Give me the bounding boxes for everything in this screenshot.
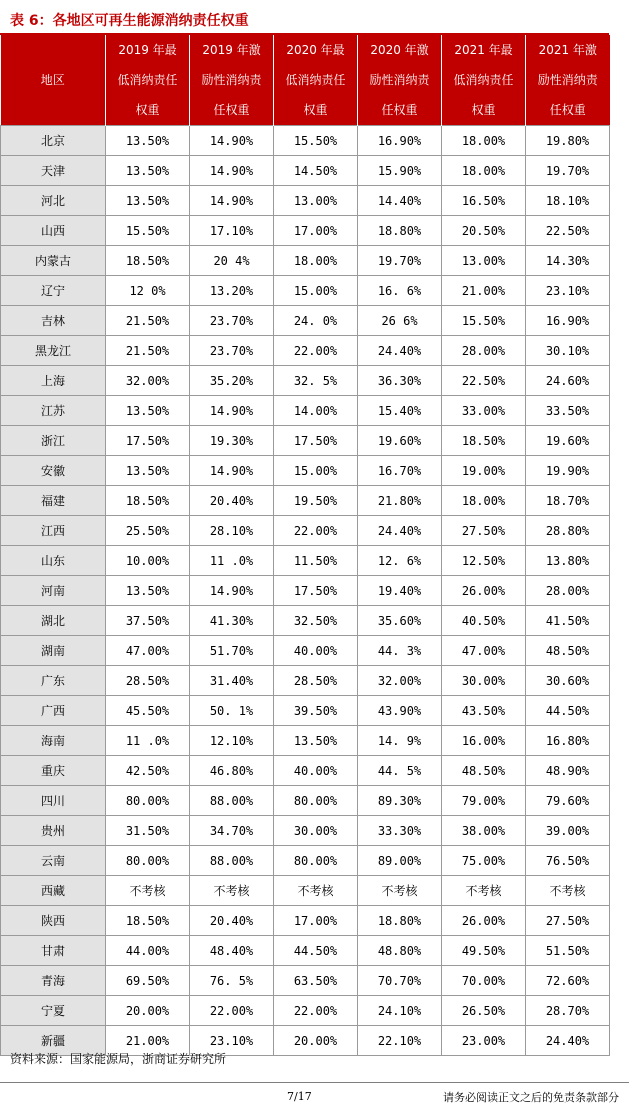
weight-cell: 40.00% [274,756,358,786]
weight-cell: 13.50% [106,186,190,216]
weight-cell: 22.00% [274,996,358,1026]
weight-cell: 44.50% [274,936,358,966]
weight-cell: 22.50% [442,366,526,396]
weight-cell: 41.30% [190,606,274,636]
weight-cell: 13.00% [274,186,358,216]
table-row [1,366,610,396]
region-cell: 浙江 [1,426,106,456]
disclaimer-text: 请务必阅读正文之后的免责条款部分 [443,1091,619,1104]
weight-cell: 14.90% [190,126,274,156]
weight-cell: 32.00% [358,666,442,696]
table-row [1,966,610,996]
table-row [1,576,610,606]
weight-cell: 21.80% [358,486,442,516]
region-cell: 北京 [1,126,106,156]
weight-cell: 17.00% [274,216,358,246]
weight-cell: 70.00% [442,966,526,996]
weight-cell: 18.50% [442,426,526,456]
weight-cell: 30.10% [526,336,610,366]
weight-cell: 13.50% [106,396,190,426]
weight-cell: 14.40% [358,186,442,216]
weight-cell: 12 0% [106,276,190,306]
weight-cell: 48.50% [442,756,526,786]
weight-cell: 40.00% [274,636,358,666]
weight-cell: 44.50% [526,696,610,726]
weight-cell: 34.70% [190,816,274,846]
region-cell: 福建 [1,486,106,516]
region-cell: 河北 [1,186,106,216]
weight-cell: 13.20% [190,276,274,306]
weight-cell: 26 6% [358,306,442,336]
region-cell: 广东 [1,666,106,696]
weight-cell: 21.00% [106,1026,190,1056]
weight-cell: 28.00% [526,576,610,606]
weight-cell: 13.80% [526,546,610,576]
weight-cell: 24. 0% [274,306,358,336]
weight-cell: 44. 3% [358,636,442,666]
weight-cell: 46.80% [190,756,274,786]
region-cell: 宁夏 [1,996,106,1026]
region-cell: 山东 [1,546,106,576]
table-title: 表 6：各地区可再生能源消纳责任权重 [10,13,249,29]
weight-cell: 13.50% [274,726,358,756]
header-line: 2021 年激 [538,43,597,57]
weight-cell: 80.00% [274,786,358,816]
region-cell: 江苏 [1,396,106,426]
weight-cell: 33.50% [526,396,610,426]
weight-cell: 47.00% [442,636,526,666]
weight-cell: 21.50% [106,336,190,366]
weight-cell: 48.80% [358,936,442,966]
weight-cell: 20.00% [274,1026,358,1056]
weight-cell: 26.00% [442,906,526,936]
region-cell: 青海 [1,966,106,996]
weight-cell: 24.60% [526,366,610,396]
weight-cell: 17.00% [274,906,358,936]
weight-cell: 31.40% [190,666,274,696]
region-cell: 广西 [1,696,106,726]
weight-cell: 18.00% [442,486,526,516]
weight-cell: 32.50% [274,606,358,636]
region-cell: 新疆 [1,1026,106,1056]
weight-cell: 28.10% [190,516,274,546]
weight-cell: 17.50% [106,426,190,456]
region-cell: 贵州 [1,816,106,846]
weight-cell: 32. 5% [274,366,358,396]
region-cell: 湖北 [1,606,106,636]
weight-cell: 15.50% [274,126,358,156]
weight-cell: 26.50% [442,996,526,1026]
weight-cell: 70.70% [358,966,442,996]
weight-cell: 20 4% [190,246,274,276]
region-cell: 陕西 [1,906,106,936]
weight-cell: 16.00% [442,726,526,756]
weight-cell: 23.00% [442,1026,526,1056]
header-col-1 [106,35,190,126]
weight-cell: 18.80% [358,906,442,936]
weight-cell: 43.90% [358,696,442,726]
weight-cell: 33.30% [358,816,442,846]
weight-cell: 不考核 [274,876,358,906]
table-row [1,816,610,846]
table-row [1,726,610,756]
weight-cell: 76. 5% [190,966,274,996]
table-row [1,756,610,786]
weight-cell: 11.50% [274,546,358,576]
weight-cell: 28.80% [526,516,610,546]
weight-cell: 79.00% [442,786,526,816]
weight-cell: 19.70% [358,246,442,276]
weight-cell: 21.50% [106,306,190,336]
weight-cell: 19.50% [274,486,358,516]
header-line: 低消纳责任 [285,73,346,87]
weight-cell: 19.80% [526,126,610,156]
weight-cell: 48.40% [190,936,274,966]
weight-cell: 不考核 [442,876,526,906]
weight-cell: 14.90% [190,396,274,426]
region-cell: 吉林 [1,306,106,336]
region-cell: 辽宁 [1,276,106,306]
table-row [1,906,610,936]
weight-cell: 14. 9% [358,726,442,756]
weight-cell: 14.30% [526,246,610,276]
weight-cell: 不考核 [358,876,442,906]
header-line: 任权重 [549,103,586,117]
weight-cell: 17.50% [274,426,358,456]
weight-cell: 20.00% [106,996,190,1026]
weight-cell: 14.90% [190,456,274,486]
weight-cell: 18.50% [106,246,190,276]
weight-cell: 23.70% [190,306,274,336]
weight-cell: 49.50% [442,936,526,966]
weight-cell: 79.60% [526,786,610,816]
weight-cell: 19.60% [526,426,610,456]
header-line: 励性消纳责 [201,73,262,87]
table-row [1,246,610,276]
weight-cell: 23.10% [526,276,610,306]
weight-cell: 不考核 [190,876,274,906]
weight-cell: 80.00% [106,846,190,876]
weight-cell: 63.50% [274,966,358,996]
weight-cell: 39.00% [526,816,610,846]
table-row [1,606,610,636]
table-row [1,786,610,816]
weight-cell: 22.50% [526,216,610,246]
header-line: 权重 [135,103,160,117]
weight-cell: 16.80% [526,726,610,756]
header-row [1,35,610,126]
table-header [1,35,610,126]
weight-cell: 14.90% [190,156,274,186]
table-row [1,486,610,516]
header-line: 任权重 [381,103,418,117]
weight-cell: 44.00% [106,936,190,966]
weight-cell: 19.30% [190,426,274,456]
weight-cell: 16. 6% [358,276,442,306]
weight-cell: 14.90% [190,186,274,216]
weight-cell: 19.70% [526,156,610,186]
weight-cell: 28.70% [526,996,610,1026]
weight-cell: 12. 6% [358,546,442,576]
table-row [1,426,610,456]
weight-cell: 88.00% [190,846,274,876]
weight-cell: 12.10% [190,726,274,756]
weight-cell: 14.00% [274,396,358,426]
weight-cell: 33.00% [442,396,526,426]
weight-cell: 17.10% [190,216,274,246]
header-line: 2019 年激 [202,43,261,57]
weight-cell: 15.40% [358,396,442,426]
table-row [1,126,610,156]
weight-cell: 25.50% [106,516,190,546]
weight-cell: 18.70% [526,486,610,516]
region-cell: 甘肃 [1,936,106,966]
weight-cell: 28.00% [442,336,526,366]
weight-cell: 15.50% [442,306,526,336]
weight-cell: 11 .0% [190,546,274,576]
header-line: 权重 [471,103,496,117]
region-cell: 江西 [1,516,106,546]
table-row [1,456,610,486]
page-number: 7/17 [287,1090,312,1103]
weight-cell: 13.50% [106,156,190,186]
weight-cell: 18.80% [358,216,442,246]
weight-cell: 16.70% [358,456,442,486]
table-row [1,546,610,576]
weight-cell: 28.50% [106,666,190,696]
weight-cell: 不考核 [526,876,610,906]
region-cell: 内蒙古 [1,246,106,276]
weight-cell: 69.50% [106,966,190,996]
weight-cell: 88.00% [190,786,274,816]
weight-cell: 26.00% [442,576,526,606]
weight-cell: 12.50% [442,546,526,576]
weight-cell: 19.60% [358,426,442,456]
weight-cell: 75.00% [442,846,526,876]
weight-cell: 17.50% [274,576,358,606]
table-row [1,636,610,666]
table-row [1,696,610,726]
weight-cell: 22.00% [190,996,274,1026]
weight-cell: 18.50% [106,906,190,936]
region-cell: 山西 [1,216,106,246]
weight-cell: 18.00% [274,246,358,276]
region-cell: 湖南 [1,636,106,666]
weight-cell: 20.40% [190,906,274,936]
table-row [1,216,610,246]
region-cell: 天津 [1,156,106,186]
header-line: 励性消纳责 [369,73,430,87]
weight-cell: 10.00% [106,546,190,576]
weight-cell: 35.20% [190,366,274,396]
table-row [1,846,610,876]
header-region [1,35,106,126]
weight-cell: 13.00% [442,246,526,276]
region-cell: 重庆 [1,756,106,786]
table-row [1,666,610,696]
table-row [1,186,610,216]
weight-cell: 31.50% [106,816,190,846]
weights-table [0,35,610,1056]
weight-cell: 15.90% [358,156,442,186]
weight-cell: 37.50% [106,606,190,636]
header-col-3 [274,35,358,126]
header-col-5 [442,35,526,126]
table-row [1,156,610,186]
weight-cell: 48.90% [526,756,610,786]
footer-divider [0,1082,629,1083]
weight-cell: 13.50% [106,576,190,606]
region-cell: 西藏 [1,876,106,906]
weight-cell: 20.40% [190,486,274,516]
weight-cell: 35.60% [358,606,442,636]
weight-cell: 18.00% [442,126,526,156]
weight-cell: 41.50% [526,606,610,636]
region-cell: 黑龙江 [1,336,106,366]
weight-cell: 13.50% [106,126,190,156]
weight-cell: 15.00% [274,456,358,486]
weight-cell: 24.10% [358,996,442,1026]
weight-cell: 30.00% [442,666,526,696]
weight-cell: 16.90% [526,306,610,336]
header-line: 低消纳责任 [117,73,178,87]
table-row [1,936,610,966]
weight-cell: 16.90% [358,126,442,156]
region-cell: 云南 [1,846,106,876]
weight-cell: 89.00% [358,846,442,876]
weight-cell: 27.50% [526,906,610,936]
header-line: 励性消纳责 [537,73,598,87]
weight-cell: 22.00% [274,336,358,366]
weight-cell: 48.50% [526,636,610,666]
weight-cell: 32.00% [106,366,190,396]
header-line: 地区 [40,73,65,87]
weight-cell: 19.40% [358,576,442,606]
region-cell: 海南 [1,726,106,756]
header-line: 2020 年激 [370,43,429,57]
header-line: 低消纳责任 [453,73,514,87]
weight-cell: 14.90% [190,576,274,606]
weight-cell: 80.00% [274,846,358,876]
region-cell: 上海 [1,366,106,396]
header-line: 任权重 [213,103,250,117]
source-note: 资料来源：国家能源局，浙商证券研究所 [10,1052,227,1066]
weight-cell: 24.40% [526,1026,610,1056]
weight-cell: 22.00% [274,516,358,546]
weight-cell: 30.60% [526,666,610,696]
weight-cell: 24.40% [358,336,442,366]
weight-cell: 89.30% [358,786,442,816]
weight-cell: 80.00% [106,786,190,816]
weight-cell: 19.00% [442,456,526,486]
header-line: 权重 [303,103,328,117]
weight-cell: 39.50% [274,696,358,726]
weight-cell: 15.50% [106,216,190,246]
weight-cell: 45.50% [106,696,190,726]
header-line: 2019 年最 [118,43,177,57]
weight-cell: 36.30% [358,366,442,396]
weight-cell: 40.50% [442,606,526,636]
weight-cell: 28.50% [274,666,358,696]
weight-cell: 43.50% [442,696,526,726]
region-cell: 四川 [1,786,106,816]
table-row [1,276,610,306]
weight-cell: 18.00% [442,156,526,186]
weight-cell: 18.10% [526,186,610,216]
weight-cell: 19.90% [526,456,610,486]
weight-cell: 38.00% [442,816,526,846]
weight-cell: 16.50% [442,186,526,216]
weight-cell: 23.70% [190,336,274,366]
weight-cell: 20.50% [442,216,526,246]
region-cell: 河南 [1,576,106,606]
table-row [1,396,610,426]
header-col-4 [358,35,442,126]
table-row [1,516,610,546]
weight-cell: 22.10% [358,1026,442,1056]
weight-cell: 51.70% [190,636,274,666]
weight-cell: 47.00% [106,636,190,666]
weight-cell: 44. 5% [358,756,442,786]
weight-cell: 18.50% [106,486,190,516]
table-body [1,126,610,1056]
table-row [1,876,610,906]
weight-cell: 76.50% [526,846,610,876]
weight-cell: 11 .0% [106,726,190,756]
table-row [1,336,610,366]
table-row [1,306,610,336]
weight-cell: 72.60% [526,966,610,996]
weight-cell: 21.00% [442,276,526,306]
region-cell: 安徽 [1,456,106,486]
header-line: 2020 年最 [286,43,345,57]
weight-cell: 27.50% [442,516,526,546]
weight-cell: 30.00% [274,816,358,846]
table-row [1,996,610,1026]
header-col-6 [526,35,610,126]
header-col-2 [190,35,274,126]
weight-cell: 23.10% [190,1026,274,1056]
weight-cell: 24.40% [358,516,442,546]
weight-cell: 不考核 [106,876,190,906]
weight-cell: 50. 1% [190,696,274,726]
weight-cell: 13.50% [106,456,190,486]
weight-cell: 42.50% [106,756,190,786]
weight-cell: 14.50% [274,156,358,186]
header-line: 2021 年最 [454,43,513,57]
weight-cell: 51.50% [526,936,610,966]
weight-cell: 15.00% [274,276,358,306]
